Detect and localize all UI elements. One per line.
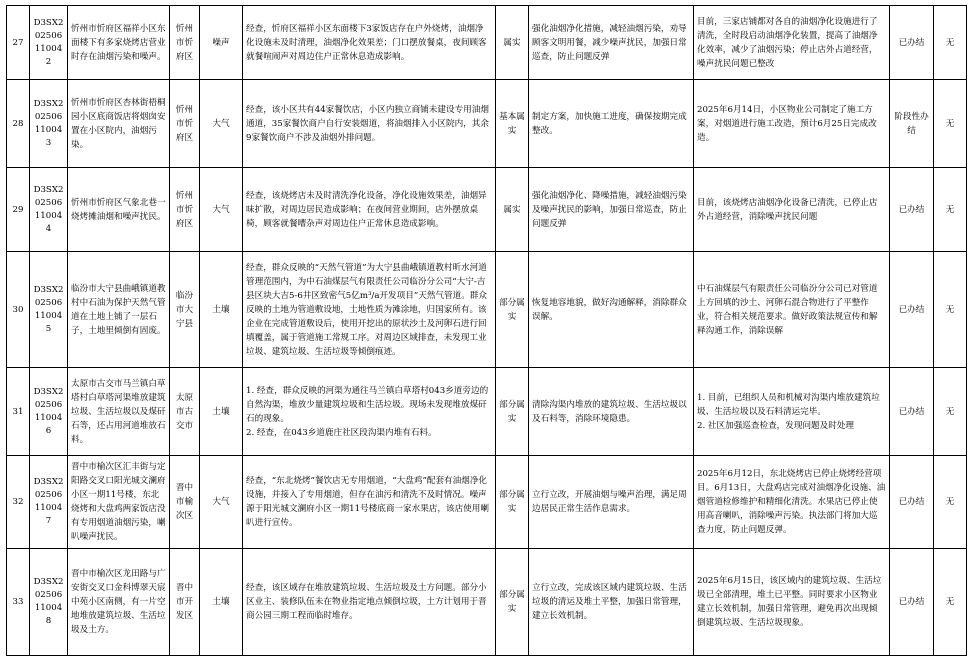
case-code: D3SX2 02506 11004 6	[30, 368, 68, 456]
handling-measures: 恢复地容地貌，做好沟通解释，消除群众误解。	[529, 252, 694, 368]
handling-measures: 清除沟渠内堆放的建筑垃圾、生活垃圾以及石料等，消除环境隐患。	[529, 368, 694, 456]
verification-result: 部分属实	[496, 252, 529, 368]
table-body	[7, 6, 967, 656]
handling-measures: 制定方案，加快施工进度，确保按期完成整改。	[529, 80, 694, 168]
case-code: D3SX2 02506 11004 3	[30, 80, 68, 168]
pollution-type: 噪声	[200, 6, 243, 80]
table-row	[7, 80, 967, 168]
handling-measures: 立行立改，完成该区域内建筑垃圾、生活垃圾的清运及堆土平整，加强日常管理，建立长效机制。	[529, 549, 694, 656]
case-code: D3SX2 02506 11004 7	[30, 456, 68, 549]
administrative-district: 忻州市忻府区	[170, 168, 200, 252]
rectification-progress: 目前，三家店铺都对各自的油烟净化设施进行了清洗，全时段启动油烟净化装置，提高了油烟净化效率，减少了油烟污染；停止店外占道经营，噪声扰民问题已整改	[694, 6, 890, 80]
rectification-progress: 2025年6月14日，小区物业公司制定了施工方案，对烟道进行施工改造，预计6月25日完成改造。	[694, 80, 890, 168]
row-number: 28	[7, 80, 30, 168]
pollution-type: 土壤	[200, 368, 243, 456]
verification-result: 部分属实	[496, 456, 529, 549]
administrative-district: 忻州市忻府区	[170, 6, 200, 80]
table-row	[7, 252, 967, 368]
complaint-content: 忻州市忻府区气象北巷一烧烤摊油烟和噪声扰民。	[68, 168, 170, 252]
administrative-district: 临汾市大宁县	[170, 252, 200, 368]
pollution-type: 土壤	[200, 252, 243, 368]
complaint-table	[6, 5, 967, 656]
complaint-content: 忻州市忻府区福祥小区东面楼下有多家烧烤店营业时存在油烟污染和噪声。	[68, 6, 170, 80]
case-status: 已办结	[890, 368, 934, 456]
pollution-type: 大气	[200, 168, 243, 252]
verification-result: 属实	[496, 168, 529, 252]
administrative-district: 忻州市忻府区	[170, 80, 200, 168]
accountability-info: 无	[934, 549, 967, 656]
investigation-findings: 经查，该区域存在堆放建筑垃圾、生活垃圾及土方问题。部分小区业主、装修队伍未在物业指定地点倾倒垃圾，土方计划用于晋商公园三期工程而临时堆存。	[243, 549, 496, 656]
accountability-info: 无	[934, 368, 967, 456]
table-row	[7, 6, 967, 80]
pollution-type: 大气	[200, 456, 243, 549]
case-status: 已办结	[890, 252, 934, 368]
row-number: 33	[7, 549, 30, 656]
administrative-district: 晋中市榆次区	[170, 456, 200, 549]
investigation-findings: 经查，该烧烤店未及时清洗净化设备，净化设施效果差，油烟异味扩散，对周边居民造成影响；在夜间营业期间，店外摆放桌椅，顾客就餐嘈杂声对周边住户正常休息造成影响。	[243, 168, 496, 252]
complaint-table-sheet	[6, 5, 966, 656]
case-code: D3SX2 02506 11004 2	[30, 6, 68, 80]
row-number: 27	[7, 6, 30, 80]
administrative-district: 太原市古交市	[170, 368, 200, 456]
table-row	[7, 368, 967, 456]
administrative-district: 晋中市开发区	[170, 549, 200, 656]
case-code: D3SX2 02506 11004 8	[30, 549, 68, 656]
rectification-progress: 2025年6月12日，东北烧烤店已停止烧烤经营项目。6月13日，大盘鸡店完成对油烟净化设施、油烟管道检修维护和精细化清洗。水果店已停止使用高音喇叭，消除噪声污染。执法部门将加大巡查力度，防止问题反弹。	[694, 456, 890, 549]
table-row	[7, 456, 967, 549]
accountability-info: 无	[934, 252, 967, 368]
row-number: 32	[7, 456, 30, 549]
accountability-info: 无	[934, 6, 967, 80]
investigation-findings: 经查，群众反映的“天然气管道”为大宁县曲峨镇道教村昕水河道管理范围内，为中石油煤层气有限责任公司临汾分公司“大宁-吉县区块大吉5-6井区致密气5亿m³/a开发项目”天然气管道。群众反映的土地为管道敷设地，土地性质为滩涂地，归国家所有。该企业在完成管道敷设后，使用开挖出的原状沙土及河卵石进行回填覆盖，属于管道施工常规工序。对周边区域排查，未发现工业垃圾、建筑垃圾、生活垃圾等倾倒痕迹。	[243, 252, 496, 368]
complaint-content: 临汾市大宁县曲峨镇道教村中石油为保护天然气管道在土地上铺了一层石子，土地里倾倒有固废。	[68, 252, 170, 368]
complaint-content: 忻州市忻府区杏林街梧桐园小区底商饭店将烟囱安置在小区院内，油烟污染。	[68, 80, 170, 168]
rectification-progress: 2025年6月15日，该区域内的建筑垃圾、生活垃圾已全部清理，堆土已平整。同时要求小区物业建立长效机制，加强日常管理，避免再次出现倾倒建筑垃圾、生活垃圾现象。	[694, 549, 890, 656]
row-number: 31	[7, 368, 30, 456]
handling-measures: 强化油烟净化措施，减轻油烟污染，劝导顾客文明用餐，减少噪声扰民，加强日常巡查，防止问题反弹	[529, 6, 694, 80]
row-number: 29	[7, 168, 30, 252]
case-status: 已办结	[890, 6, 934, 80]
table-row	[7, 549, 967, 656]
case-status: 已办结	[890, 456, 934, 549]
complaint-content: 太原市古交市马兰镇白草塔村白草塔河渠堆放建筑垃圾、生活垃圾以及煤矸石等，还占用河道堆放石料。	[68, 368, 170, 456]
complaint-content: 晋中市榆次区汇丰街与定阳路交叉口阳光城文澜府小区一期11号楼，东北烧烤和大盘鸡两家饭店没有专用烟道油烟污染，喇叭噪声扰民。	[68, 456, 170, 549]
handling-measures: 立行立改，开展油烟与噪声治理，满足周边居民正常生活作息需求。	[529, 456, 694, 549]
investigation-findings: 经查，该小区共有44家餐饮店，小区内独立商铺未建设专用油烟通道，35家餐饮商户自行安装烟道，将油烟排入小区院内，其余9家餐饮商户不涉及油烟外排问题。	[243, 80, 496, 168]
investigation-findings: 经查，“东北烧烤”餐饮店无专用烟道，“大盘鸡”配套有油烟净化设施，并接入了专用烟道，但存在油污和清洗不及时情况。噪声源于阳光城文澜府小区一期11号楼底商一家水果店，该店使用喇叭进行宣传。	[243, 456, 496, 549]
verification-result: 基本属实	[496, 80, 529, 168]
pollution-type: 大气	[200, 80, 243, 168]
accountability-info: 无	[934, 456, 967, 549]
case-code: D3SX2 02506 11004 5	[30, 252, 68, 368]
accountability-info: 无	[934, 168, 967, 252]
complaint-content: 晋中市榆次区龙田路与广安街交叉口金科博翠天宸中苑小区南侧，有一片空地堆放建筑垃圾、生活垃圾及土方。	[68, 549, 170, 656]
case-status: 已办结	[890, 168, 934, 252]
investigation-findings: 经查，忻府区福祥小区东面楼下3家饭店存在户外烧烤，油烟净化设施未及时清理，油烟净化效果差；门口摆放餐桌，夜间顾客就餐喧闹声对周边住户正常休息造成影响。	[243, 6, 496, 80]
table-row	[7, 168, 967, 252]
pollution-type: 土壤	[200, 549, 243, 656]
case-status: 已办结	[890, 549, 934, 656]
rectification-progress: 目前，该烧烤店油烟净化设备已清洗，已停止店外占道经营，消除噪声扰民问题	[694, 168, 890, 252]
case-status: 阶段性办结	[890, 80, 934, 168]
verification-result: 属实	[496, 6, 529, 80]
investigation-findings: 1. 经查，群众反映的河渠为通往马兰镇白草塔村043乡道旁边的自然沟渠，堆放少量建筑垃圾和生活垃圾。现场未发现堆放煤矸石的现象。 2. 经查，在043乡道鹿庄社区段沟渠内堆有石料。	[243, 368, 496, 456]
verification-result: 部分属实	[496, 549, 529, 656]
handling-measures: 强化油烟净化、降噪措施，减轻油烟污染及噪声扰民的影响，加强日常巡查，防止问题反弹	[529, 168, 694, 252]
rectification-progress: 中石油煤层气有限责任公司临汾分公司已对管道上方回填的沙土、河卵石混合物进行了平整作业，符合相关规范要求。做好政策法规宣传和解释沟通工作，消除误解	[694, 252, 890, 368]
case-code: D3SX2 02506 11004 4	[30, 168, 68, 252]
row-number: 30	[7, 252, 30, 368]
accountability-info: 无	[934, 80, 967, 168]
rectification-progress: 1. 目前，已组织人员和机械对沟渠内堆放建筑垃圾、生活垃圾以及石料清运完毕。 2. 社区加强巡查检查，发现问题及时处理	[694, 368, 890, 456]
verification-result: 部分属实	[496, 368, 529, 456]
